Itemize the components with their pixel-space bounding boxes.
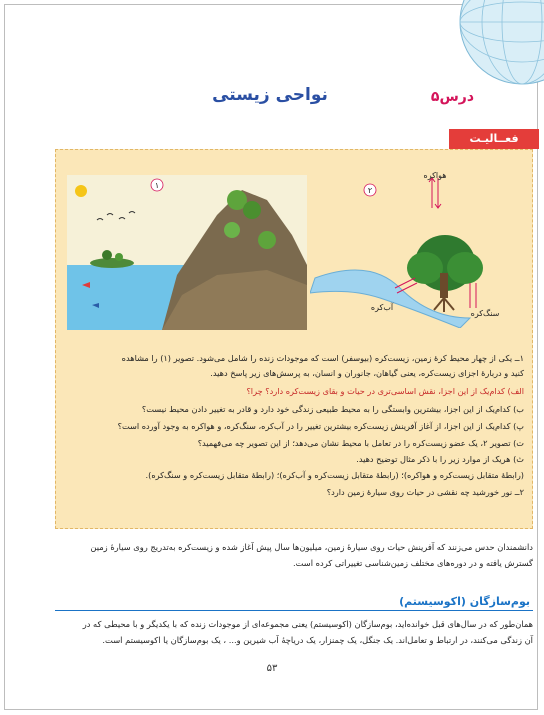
label-water: آب‌کره bbox=[370, 303, 394, 312]
question-line-8: (رابطهٔ متقابل زیست‌کره و هواکره)؛ (رابطهٔ متقابل زیست‌کره و آب‌کره)؛ (رابطهٔ متقابل زیست‌کره و سنگ‌کره). bbox=[145, 470, 524, 480]
body-paragraph-line-2: گسترش یافته و در دوره‌های مختلف زمین‌شناسی تغییراتی کرده است. bbox=[292, 558, 533, 568]
question-line-1: ۱ــ یکی از چهار محیط کرهٔ زمین، زیست‌کره (بیوسفر) است که موجودات زنده را شامل می‌شود. تصویر (۱) را مشاهده bbox=[121, 353, 524, 363]
section-title: بوم‌سازگان (اکوسیستم) bbox=[399, 595, 530, 608]
label-air: هواکره bbox=[423, 171, 447, 180]
question-line-7: ث) هریک از موارد زیر را با ذکر مثال توضیح دهید. bbox=[356, 454, 524, 464]
figure-1-number: ۱ bbox=[154, 181, 160, 190]
question-line-6: ت) تصویر ۲، یک عضو زیست‌کره را در تعامل با محیط نشان می‌دهد؛ از این تصویر چه می‌فهمید؟ bbox=[197, 438, 524, 448]
question-line-2: کنید و دربارهٔ اجزای زیست‌کره، یعنی گیاهان، جانوران و انسان، به پرسش‌های زیر پاسخ دهید. bbox=[210, 368, 524, 378]
question-line-9: ۲ــ نور خورشید چه نقشی در حیات روی سیارهٔ زمین دارد؟ bbox=[326, 487, 524, 497]
figure-2-number: ۲ bbox=[367, 186, 373, 195]
activity-tab: فعــالیـت bbox=[449, 129, 539, 149]
lesson-number: درس۵ bbox=[430, 89, 474, 105]
question-line-4: ب) کدام‌یک از این اجزا، بیشترین وابستگی را به محیط طبیعی زندگی خود دارد و قادر به تغییر دادن محیط نیست؟ bbox=[141, 404, 524, 414]
section-paragraph-line-2: آن زندگی می‌کنند، در ارتباط و تعامل‌اند. یک جنگل، یک چمنزار، یک دریاچهٔ آب شیرین و... ، یک بوم‌سازگان یا اکوسیستم است. bbox=[102, 635, 533, 645]
section-paragraph-line-1: همان‌طور که در سال‌های قبل خوانده‌اید، بوم‌سازگان (اکوسیستم) یعنی مجموعه‌ای از موجودات زنده که با یکدیگر و با محیطی که در bbox=[82, 619, 533, 629]
label-rock: سنگ‌کره bbox=[470, 309, 500, 318]
page-title: نواحی زیستی bbox=[212, 85, 328, 105]
section-divider bbox=[55, 610, 533, 611]
question-line-3: الف) کدام‌یک از این اجزا، نقش اساسی‌تری در حیات و بقای زیست‌کره دارد؟ چرا؟ bbox=[246, 386, 524, 396]
figure-2-tree bbox=[310, 168, 510, 328]
figure-1-landscape bbox=[67, 175, 307, 330]
page-number: ۵۳ bbox=[266, 663, 278, 674]
question-line-5: پ) کدام‌یک از این اجزا، از آغاز آفرینش زیست‌کره بیشترین تغییر را در آب‌کره، سنگ‌کره، و هواکره به وجود آورده است؟ bbox=[117, 421, 524, 431]
globe-graphic bbox=[444, 0, 544, 100]
body-paragraph-line-1: دانشمندان حدس می‌زنند که آفرینش حیات روی سیارهٔ زمین، میلیون‌ها سال پیش آغاز شده و زیست‌کره به‌تدریج روی سیارهٔ زمین bbox=[90, 542, 533, 552]
